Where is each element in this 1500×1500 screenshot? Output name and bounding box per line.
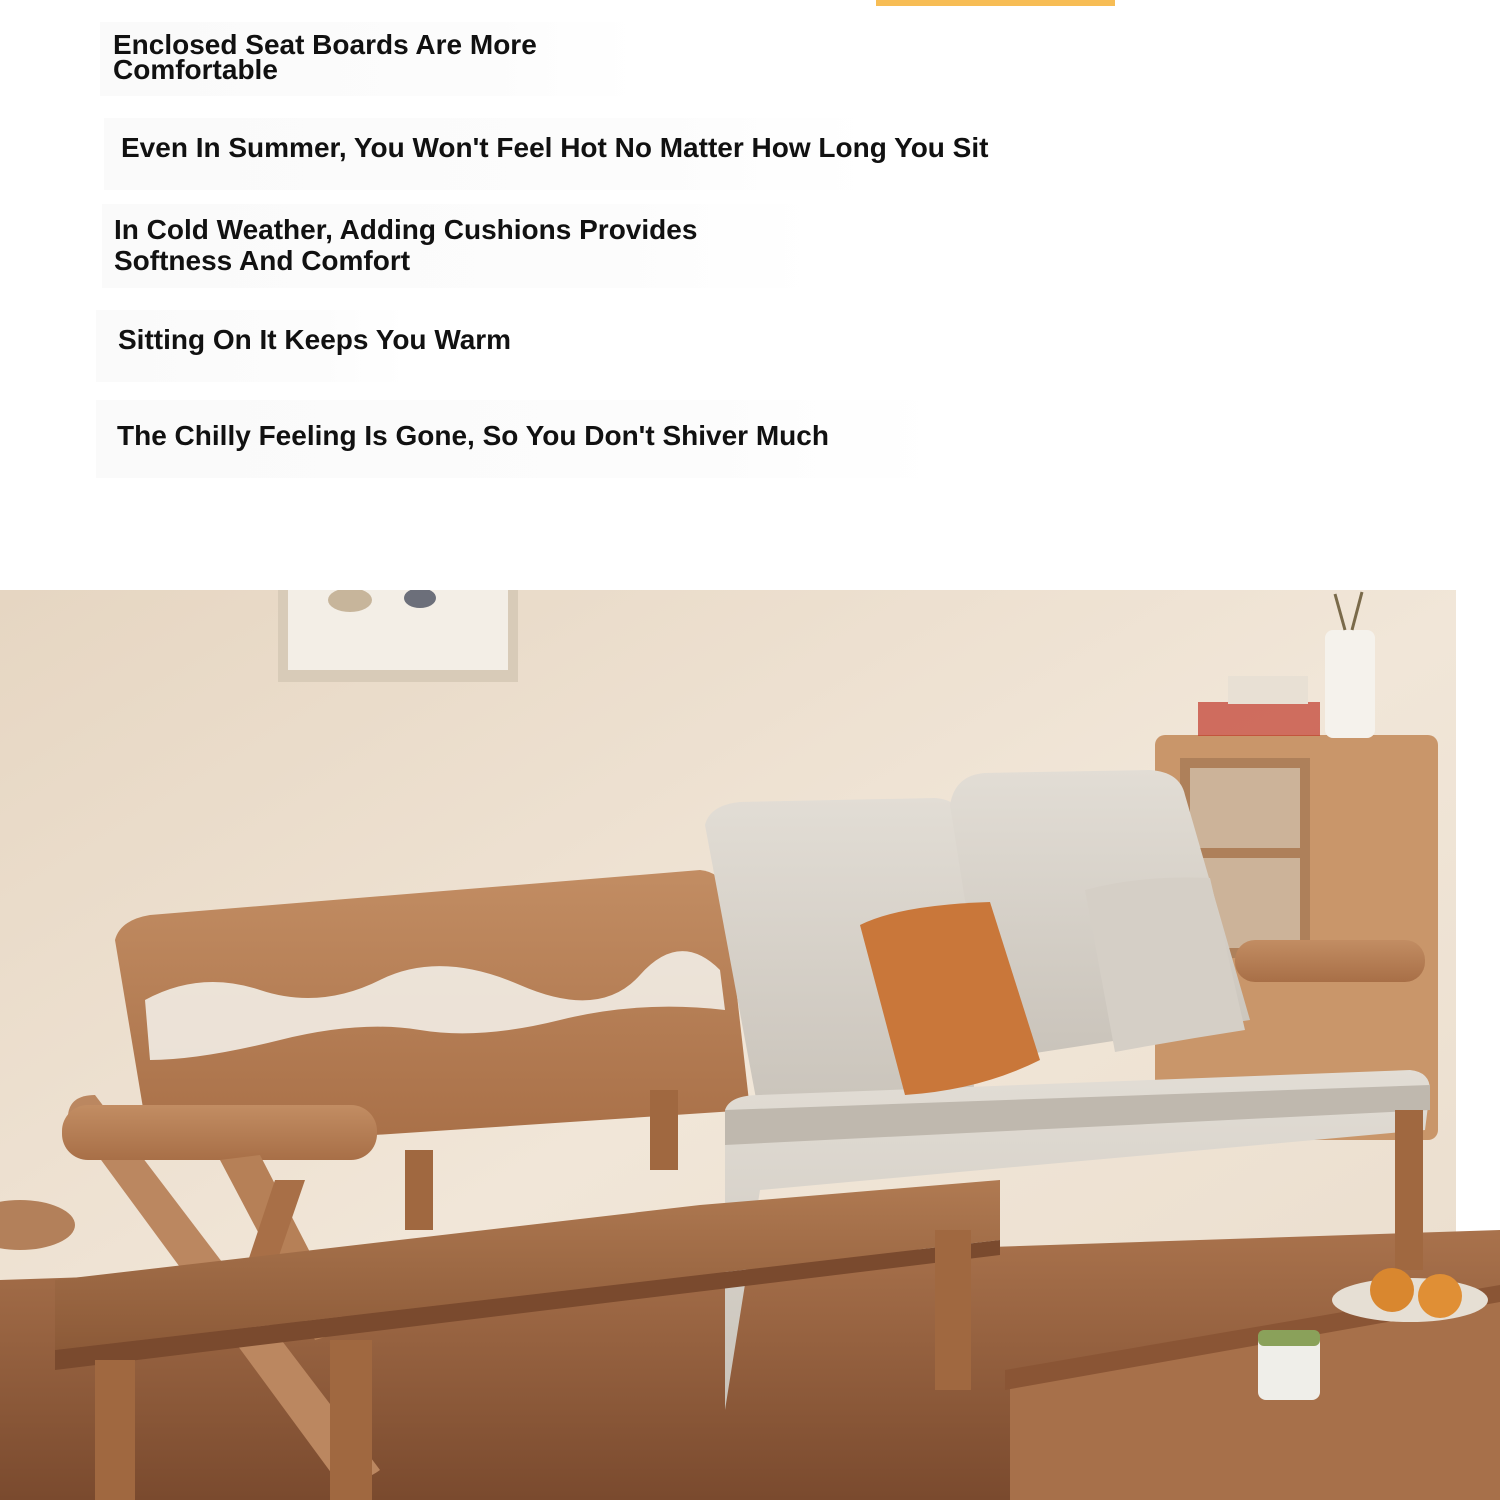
accent-bar [876, 0, 1115, 6]
wall-art-frame [278, 590, 518, 682]
sofa-product-photo [0, 590, 1500, 1500]
feature-text-1: Enclosed Seat Boards Are More Comfortable [100, 22, 640, 96]
feature-text-5: The Chilly Feeling Is Gone, So You Don't Shiver Much [96, 400, 942, 478]
feature-text-3: In Cold Weather, Adding Cushions Provides Softness And Comfort [102, 204, 818, 288]
feature-text-4: Sitting On It Keeps You Warm [96, 310, 408, 382]
feature-text-2: Even In Summer, You Won't Feel Hot No Matter How Long You Sit [104, 118, 874, 190]
